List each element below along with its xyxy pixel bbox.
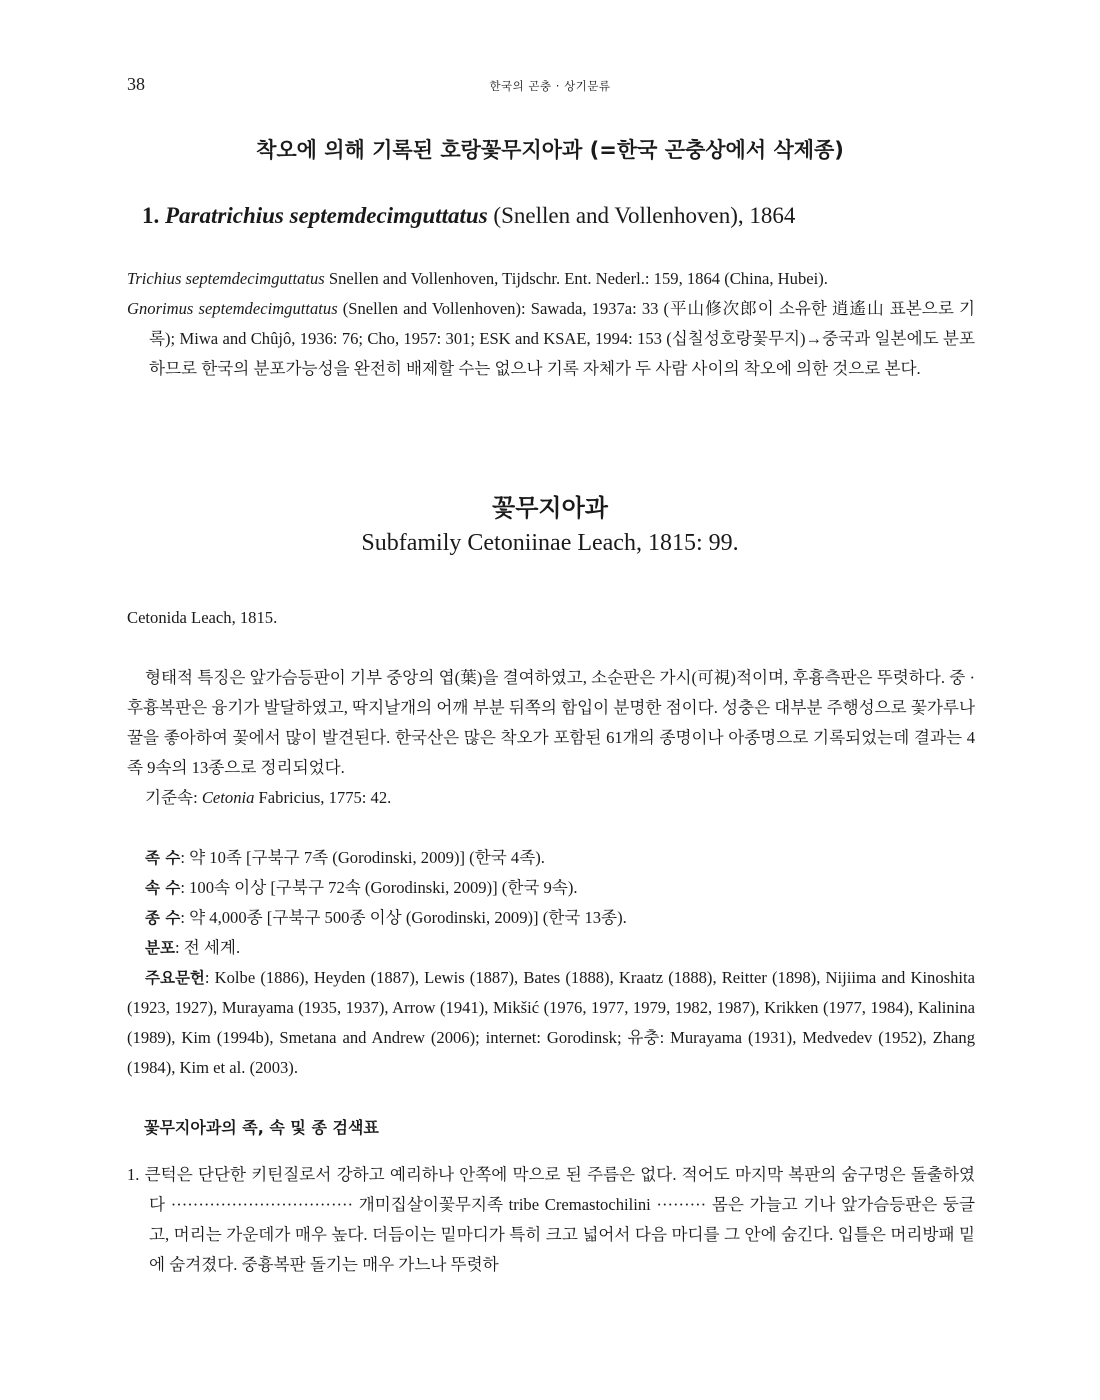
main-references-label: 주요문헌 xyxy=(145,969,205,987)
genus-count-text: : 100속 이상 [구북구 72속 (Gorodinski, 2009)] (한국 9속). xyxy=(180,878,578,897)
species-name: Paratrichius septemdecimguttatus xyxy=(165,203,488,228)
synonymy-list xyxy=(127,264,975,384)
tribe-count xyxy=(127,843,975,873)
type-genus-name: Cetonia xyxy=(201,788,255,807)
synonym-entry xyxy=(127,294,975,384)
species-count-label: 종 수 xyxy=(145,909,181,927)
type-genus xyxy=(127,783,975,813)
synonym-name: Gnorimus septemdecimguttatus xyxy=(127,299,338,318)
subfamily-synonym: Cetonida Leach, 1815. xyxy=(127,608,278,627)
key-couplet-1: 1. 큰턱은 단단한 키틴질로서 강하고 예리하나 안쪽에 막으로 된 주름은 없다. 적어도 마지막 복판의 숨구멍은 돌출하였다 ································· 개미집살이꽃무지족 tribe Cremastochilini ········· 몸은 가늘고 기나 앞가슴등판은 둥글고, 머리는 가운데가 매우 높다. 더듬이는 밑마디가 특히 크고 넓어서 다음 마디를 그 안에 숨긴다. 입틀은 머리방패 밑에 숨겨졌다. 중흉복판 돌기는 매우 가느나 뚜렷하 xyxy=(127,1165,975,1274)
section-title-erroneous-records: 착오에 의해 기록된 호랑꽃무지아과 (=한국 곤충상에서 삭제종) xyxy=(256,138,844,162)
tribe-count-label: 족 수 xyxy=(145,849,181,867)
main-references xyxy=(127,963,975,1083)
identification-key-title: 꽃무지아과의 족, 속 및 종 검색표 xyxy=(144,1118,379,1137)
distribution-label: 분포 xyxy=(145,939,175,957)
identification-key xyxy=(127,1160,975,1280)
genus-count-label: 속 수 xyxy=(145,879,181,897)
synonym-entry xyxy=(127,264,975,294)
distribution xyxy=(127,933,975,963)
subfamily-title-korean: 꽃무지아과 xyxy=(492,494,608,522)
species-heading xyxy=(142,203,795,229)
species-authority: (Snellen and Vollenhoven), 1864 xyxy=(487,203,796,228)
main-references-text: : Kolbe (1886), Heyden (1887), Lewis (1887), Bates (1888), Kraatz (1888), Reitter (1898), Nijiima and Kinoshita (1923, 1927), Murayama (1935, 1937), Arrow (1941), Mikšić (1976, 1977, 1979, 1982, 1987), Krikken (1977, 1984), Kalinina (1989), Kim (1994b), Smetana and Andrew (2006); internet: Gorodinsk; 유충: Murayama (1931), Medvedev (1952), Zhang (1984), Kim et al. (2003). xyxy=(127,968,975,1077)
distribution-text: : 전 세계. xyxy=(174,938,241,957)
page-number: 38 xyxy=(127,74,145,94)
synonym-citation: Snellen and Vollenhoven, Tijdschr. Ent. Nederl.: 159, 1864 (China, Hubei). xyxy=(324,269,828,288)
synonym-citation: (Snellen and Vollenhoven): Sawada, 1937a: 33 (平山修次郎이 소유한 逍遙山 표본으로 기록); Miwa and Chûjô, 1936: 76; Cho, 1957: 301; ESK and KSAE, 1994: 153 (십칠성호랑꽃무지)→중국과 일본에도 분포하므로 한국의 분포가능성을 완전히 배제할 수는 없으나 기록 자체가 두 사람 사이의 착오에 의한 것으로 본다. xyxy=(149,299,975,378)
type-genus-label: 기준속: xyxy=(145,788,202,807)
genus-count xyxy=(127,873,975,903)
type-genus-authority: Fabricius, 1775: 42. xyxy=(254,788,392,807)
subfamily-title-english: Subfamily Cetoniinae Leach, 1815: 99. xyxy=(361,530,739,556)
species-count-text: : 약 4,000종 [구북구 500종 이상 (Gorodinski, 2009)] (한국 13종). xyxy=(180,908,627,927)
running-header: 한국의 곤충 · 상기문류 xyxy=(489,79,611,93)
subfamily-statistics xyxy=(127,843,975,1083)
description-paragraph: 형태적 특징은 앞가슴등판이 기부 중앙의 엽(葉)을 결여하였고, 소순판은 가시(可視)적이며, 후흉측판은 뚜렷하다. 중 · 후흉복판은 융기가 발달하였고, 딱지날개의 어깨 부분 뒤쪽의 함입이 분명한 점이다. 성충은 대부분 주행성으로 꽃가루나 꿀을 좋아하여 꽃에서 많이 발견된다. 한국산은 많은 착오가 포함된 61개의 종명이나 아종명으로 기록되었는데 결과는 4족 9속의 13종으로 정리되었다. xyxy=(127,668,975,777)
tribe-count-text: : 약 10족 [구북구 7족 (Gorodinski, 2009)] (한국 4족). xyxy=(180,848,545,867)
synonym-name: Trichius septemdecimguttatus xyxy=(127,269,325,288)
species-number: 1. xyxy=(142,203,160,228)
subfamily-description xyxy=(127,663,975,813)
species-count xyxy=(127,903,975,933)
